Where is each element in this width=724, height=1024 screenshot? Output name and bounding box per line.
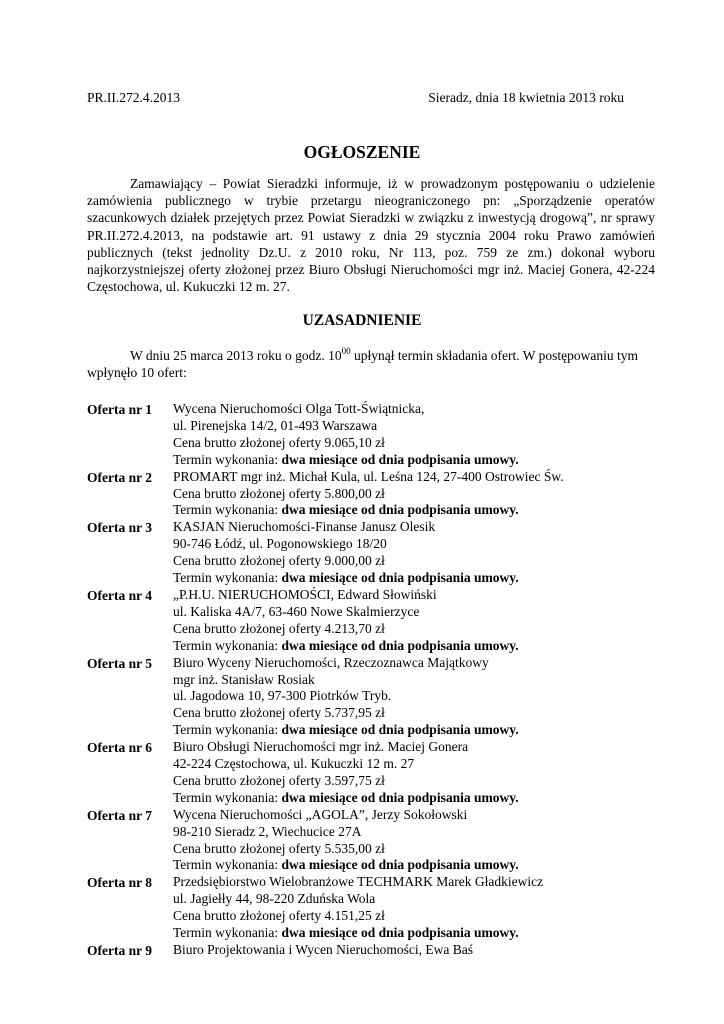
- offer-term-label: Termin wykonania:: [173, 451, 282, 467]
- intro-paragraph: Zamawiający – Powiat Sieradzki informuje, iż w prowadzonym postępowaniu o udzielenie zamówienia publicznego w trybie przetargu nieograniczonego pn: „Sporządzenie operatów szacunkowych działek przejętych przez Powiat Sieradzki w związku z inwestycją drogową”, nr sprawy PR.II.272.4.2013, na podstawie art. 91 ustawy z dnia 29 stycznia 2004 roku Prawo zamówień publicznych (tekst jednolity Dz.U. z 2010 roku, Nr 113, poz. 759 ze zm.) dokonał wyboru najkorzystniejszej oferty złożonej przez Biuro Obsługi Nieruchomości mgr inż. Maciej Gonera, 42-224 Częstochowa, ul. Kukuczki 12 m. 27.: [87, 176, 655, 295]
- page-title: OGŁOSZENIE: [303, 142, 421, 162]
- offer-line: mgr inż. Stanisław Rosiak: [173, 671, 315, 687]
- offer-line: ul. Kaliska 4A/7, 63-460 Nowe Skalmierzyce: [173, 603, 420, 619]
- deadline-minutes: 00: [341, 346, 351, 356]
- offer-line: Przedsiębiorstwo Wielobranżowe TECHMARK Marek Gładkiewicz: [173, 874, 544, 890]
- offer-line: PROMART mgr inż. Michał Kula, ul. Leśna 124, 27-400 Ostrowiec Św.: [173, 468, 564, 484]
- offer-term-label: Termin wykonania:: [173, 722, 282, 738]
- offer-label: Oferta nr 6: [87, 740, 152, 756]
- deadline-paragraph: [87, 347, 655, 381]
- offer-item: [87, 942, 647, 959]
- offer-line: 42-224 Częstochowa, ul. Kukuczki 12 m. 27: [173, 756, 415, 772]
- offer-item: [87, 807, 647, 875]
- offer-term-label: Termin wykonania:: [173, 637, 282, 653]
- offer-details: [173, 587, 647, 655]
- offer-details: [173, 655, 647, 740]
- offer-term-label: Termin wykonania:: [173, 570, 282, 586]
- offer-details: [173, 942, 647, 959]
- offer-line: Biuro Wyceny Nieruchomości, Rzeczoznawca Majątkowy: [173, 654, 489, 670]
- offer-line: Wycena Nieruchomości „AGOLA”, Jerzy Sokołowski: [173, 806, 468, 822]
- offer-line: Cena brutto złożonej oferty 9.065,10 zł: [173, 434, 385, 450]
- deadline-text-rest: upłynął termin składania ofert. W postępowaniu tym wpłynęło 10 ofert:: [87, 348, 639, 381]
- offer-term-label: Termin wykonania:: [173, 857, 282, 873]
- offer-term-label: Termin wykonania:: [173, 789, 282, 805]
- offer-line: KASJAN Nieruchomości-Finanse Janusz Olesik: [173, 519, 436, 535]
- offer-details: [173, 874, 647, 942]
- offer-line: ul. Jagiełły 44, 98-220 Zduńska Wola: [173, 891, 376, 907]
- offer-line: Biuro Obsługi Nieruchomości mgr inż. Maciej Gonera: [173, 739, 469, 755]
- offer-item: [87, 587, 647, 655]
- offer-label: Oferta nr 9: [87, 943, 152, 958]
- offer-term-value: dwa miesiące od dnia podpisania umowy.: [281, 857, 519, 873]
- offer-item: [87, 519, 647, 587]
- offer-line: 90-746 Łódź, ul. Pogonowskiego 18/20: [173, 536, 387, 552]
- offer-details: [173, 401, 647, 469]
- offer-label: Oferta nr 4: [87, 587, 152, 603]
- offer-details: [173, 519, 647, 587]
- offer-label: Oferta nr 1: [87, 402, 152, 417]
- offer-line: ul. Jagodowa 10, 97-300 Piotrków Tryb.: [173, 688, 392, 704]
- offer-term: [173, 790, 647, 807]
- offer-label: Oferta nr 5: [87, 655, 152, 671]
- offer-line: ul. Pirenejska 14/2, 01-493 Warszawa: [173, 417, 378, 433]
- offer-line: Cena brutto złożonej oferty 4.151,25 zł: [173, 908, 385, 924]
- offer-line: „P.H.U. NIERUCHOMOŚCI, Edward Słowiński: [173, 586, 437, 602]
- offer-term-label: Termin wykonania:: [173, 925, 282, 941]
- offer-details: [173, 469, 647, 520]
- offer-label: Oferta nr 2: [87, 469, 152, 485]
- offer-term: [173, 570, 647, 587]
- offer-term-value: dwa miesiące od dnia podpisania umowy.: [281, 502, 519, 518]
- offer-term-value: dwa miesiące od dnia podpisania umowy.: [281, 925, 519, 941]
- offer-term: [173, 638, 647, 655]
- offer-term: [173, 452, 647, 469]
- offer-line: Cena brutto złożonej oferty 5.535,00 zł: [173, 840, 385, 856]
- offer-label: Oferta nr 3: [87, 520, 152, 536]
- offer-item: [87, 655, 647, 740]
- deadline-text: W dniu 25 marca 2013 roku o godz. 10: [130, 348, 342, 363]
- offer-term: [173, 502, 647, 519]
- offer-item: [87, 739, 647, 807]
- offer-term: [173, 857, 647, 874]
- offer-line: Cena brutto złożonej oferty 5.737,95 zł: [173, 705, 385, 721]
- offer-line: Cena brutto złożonej oferty 5.800,00 zł: [173, 485, 385, 501]
- offers-list: [87, 401, 647, 959]
- offer-line: 98-210 Sieradz 2, Wiechucice 27A: [173, 823, 362, 839]
- offer-details: [173, 739, 647, 807]
- offer-line: Cena brutto złożonej oferty 9.000,00 zł: [173, 553, 385, 569]
- offer-label: Oferta nr 8: [87, 875, 152, 891]
- offer-term-value: dwa miesiące od dnia podpisania umowy.: [281, 637, 519, 653]
- place-date: Sieradz, dnia 18 kwietnia 2013 roku: [428, 90, 624, 105]
- reference-number: PR.II.272.4.2013: [87, 90, 181, 105]
- offer-details: [173, 807, 647, 875]
- offer-term-value: dwa miesiące od dnia podpisania umowy.: [281, 722, 519, 738]
- offer-line: Cena brutto złożonej oferty 4.213,70 zł: [173, 620, 385, 636]
- offer-term: [173, 925, 647, 942]
- offer-term-value: dwa miesiące od dnia podpisania umowy.: [281, 789, 519, 805]
- offer-term-value: dwa miesiące od dnia podpisania umowy.: [281, 570, 519, 586]
- offer-label: Oferta nr 7: [87, 807, 152, 823]
- offer-item: [87, 401, 647, 469]
- offer-term-label: Termin wykonania:: [173, 502, 282, 518]
- section-title: UZASADNIENIE: [302, 312, 422, 329]
- offer-line: Biuro Projektowania i Wycen Nieruchomości, Ewa Baś: [173, 942, 473, 957]
- offer-term-value: dwa miesiące od dnia podpisania umowy.: [281, 451, 519, 467]
- offer-line: Wycena Nieruchomości Olga Tott-Świątnicka,: [173, 401, 425, 416]
- offer-term: [173, 722, 647, 739]
- offer-line: Cena brutto złożonej oferty 3.597,75 zł: [173, 772, 385, 788]
- offer-item: [87, 469, 647, 520]
- offer-item: [87, 874, 647, 942]
